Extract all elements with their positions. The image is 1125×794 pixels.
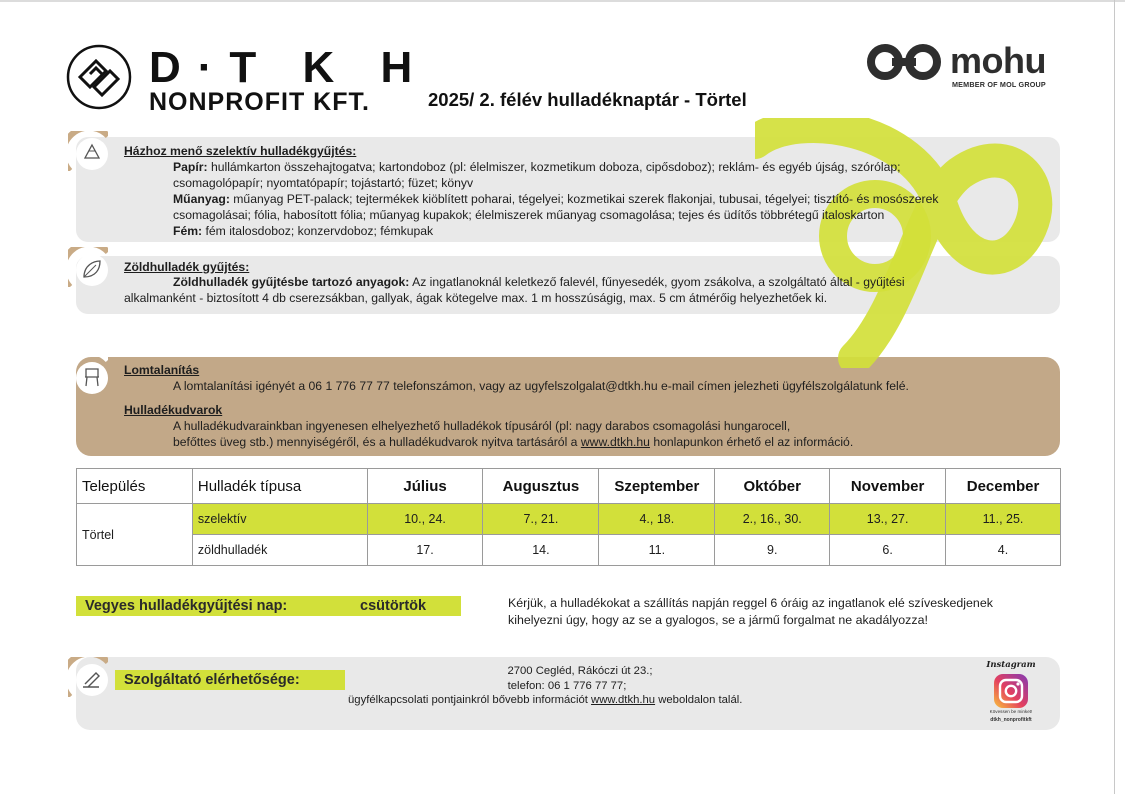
mohu-tagline: MEMBER OF MOL GROUP xyxy=(952,80,1046,89)
yards-heading: Hulladékudvarok xyxy=(124,403,223,417)
green-line xyxy=(173,274,905,290)
date-cell: 7., 21. xyxy=(483,504,599,535)
dtkh-subtitle: NONPROFIT KFT. xyxy=(149,88,370,116)
date-cell: 2., 16., 30. xyxy=(715,504,830,535)
mixed-waste-label: Vegyes hulladékgyűjtési nap: xyxy=(85,598,288,614)
instagram-follow-text: Kövessen be minket! xyxy=(989,709,1033,714)
mohu-logo xyxy=(866,40,1056,92)
table-header-row xyxy=(77,469,1061,504)
contact-website-link[interactable]: www.dtkh.hu xyxy=(591,694,656,706)
date-cell: 13., 27. xyxy=(830,504,946,535)
decorative-swirl xyxy=(755,118,1061,368)
table-row xyxy=(77,535,1061,566)
mixed-waste-day: csütörtök xyxy=(360,598,427,614)
plastic-line xyxy=(173,191,938,207)
green-text: Az ingatlanoknál keletkező falevél, fűnyesedék, gyom zsákolva, a szolgáltató által - gyűjtési xyxy=(412,275,905,289)
metal-label: Fém: xyxy=(173,224,203,238)
header-month: December xyxy=(946,469,1061,504)
header-waste-type: Hulladék típusa xyxy=(192,469,367,504)
date-cell: 11. xyxy=(599,535,715,566)
paper-line xyxy=(173,159,901,175)
dtkh-emblem-icon xyxy=(66,44,132,110)
recycle-icon xyxy=(68,131,108,171)
date-cell: 9. xyxy=(715,535,830,566)
yards-text-2-pre: befőttes üveg stb.) mennyiségéről, és a hulladékudvarok nyitva tartásáról a xyxy=(173,435,581,449)
date-cell: 14. xyxy=(483,535,599,566)
yards-text-2 xyxy=(173,434,853,450)
right-border xyxy=(1114,0,1115,794)
green-label: Zöldhulladék gyűjtésbe tartozó anyagok: xyxy=(173,275,410,289)
settlement-cell: Törtel xyxy=(77,504,193,566)
date-cell: 6. xyxy=(830,535,946,566)
contact-info xyxy=(348,693,742,707)
yards-website-link[interactable]: www.dtkh.hu xyxy=(580,435,650,449)
date-cell: 4. xyxy=(946,535,1061,566)
paper-text-2: csomagolópapír; nyomtatópapír; tojástartó; füzet; könyv xyxy=(173,176,474,190)
instagram-badge[interactable] xyxy=(982,660,1040,728)
contact-phone: telefon: 06 1 776 77 77; xyxy=(507,680,627,692)
header-month: Július xyxy=(367,469,483,504)
leaf-icon xyxy=(68,247,108,287)
date-cell: 11., 25. xyxy=(946,504,1061,535)
header-month: Szeptember xyxy=(599,469,715,504)
dtkh-wordmark: D·T K H xyxy=(149,43,430,92)
header-month: Október xyxy=(715,469,830,504)
mohu-wordmark: mohu xyxy=(950,40,1046,81)
top-border xyxy=(0,0,1125,2)
chair-icon xyxy=(68,355,108,395)
mixed-waste-note: Kérjük, a hulladékokat a szállítás napján reggel 6 óráig az ingatlanok elé szíveskedjenek xyxy=(508,596,993,610)
green-text-2: alkalmanként - biztosított 4 db cserezsákban, gallyak, ágak kötegelve max. 1 m hosszúságig, max. 5 cm átmérőig helyezhetőek ki. xyxy=(124,291,828,305)
header-month: Augusztus xyxy=(483,469,599,504)
contact-label: Szolgáltató elérhetősége: xyxy=(124,672,300,688)
contact-address: 2700 Cegléd, Rákóczi út 23.; xyxy=(507,665,653,677)
selective-heading: Házhoz menő szelektív hulladékgyűjtés: xyxy=(124,144,357,158)
date-cell: 4., 18. xyxy=(599,504,715,535)
contact-info-pre: ügyfélkapcsolati pontjainkról bővebb információt xyxy=(348,694,592,706)
plastic-text-2: csomagolásai; fólia, habosított fólia; műanyag kupakok; élelmiszerek műanyag csomagolása; tejes és üdítős többrétegű italoskarton xyxy=(173,208,885,222)
bulky-text: A lomtalanítási igényét a 06 1 776 77 77 telefonszámon, vagy az ugyfelszolgalat@dtkh.hu e-mail címen jelezheti ügyfélszolgálatunk felé. xyxy=(173,379,909,393)
header-month: November xyxy=(830,469,946,504)
instagram-icon xyxy=(993,673,1029,709)
instagram-title: Instagram xyxy=(986,660,1036,670)
bulky-heading: Lomtalanítás xyxy=(124,363,200,377)
dtkh-logo xyxy=(66,43,430,116)
paper-text: hullámkarton összehajtogatva; kartondoboz (pl: élelmiszer, kozmetikum doboza, cipősdoboz); reklám- és egyéb újság, szórólap; xyxy=(210,160,901,174)
date-cell: 10., 24. xyxy=(367,504,483,535)
edit-note-icon xyxy=(68,657,108,697)
page-title: 2025/ 2. félév hulladéknaptár - Törtel xyxy=(428,89,747,110)
green-heading: Zöldhulladék gyűjtés: xyxy=(124,260,250,274)
contact-info-post: weboldalon talál. xyxy=(655,694,743,706)
table-row xyxy=(77,504,1061,535)
waste-type-cell: szelektív xyxy=(192,504,367,535)
yards-text: A hulladékudvarainkban ingyenesen elhelyezhető hulladékok típusáról (pl: nagy darabos csomagolási hungarocell, xyxy=(173,419,791,433)
mohu-emblem-icon xyxy=(866,40,944,84)
collection-schedule-table xyxy=(76,468,1061,566)
date-cell: 17. xyxy=(367,535,483,566)
header-settlement: Település xyxy=(77,469,193,504)
instagram-handle: dtkh_nonprofitkft xyxy=(990,717,1032,723)
yards-text-2-post: honlapunkon érhető el az információ. xyxy=(649,435,854,449)
metal-line xyxy=(173,223,433,239)
metal-text: fém italosdoboz; konzervdoboz; fémkupak xyxy=(205,224,434,238)
plastic-text: műanyag PET-palack; tejtermékek kiöblített poharai, tégelyei; kozmetikai szerek flakonjai, tubusai, tégelyei; tisztító- és mosószerek xyxy=(233,192,939,206)
mixed-waste-note-2: kihelyezni úgy, hogy az se a gyalogos, se a jármű forgalmat ne akadályozza! xyxy=(508,613,928,627)
paper-label: Papír: xyxy=(173,160,208,174)
waste-type-cell: zöldhulladék xyxy=(192,535,367,566)
plastic-label: Műanyag: xyxy=(173,192,230,206)
